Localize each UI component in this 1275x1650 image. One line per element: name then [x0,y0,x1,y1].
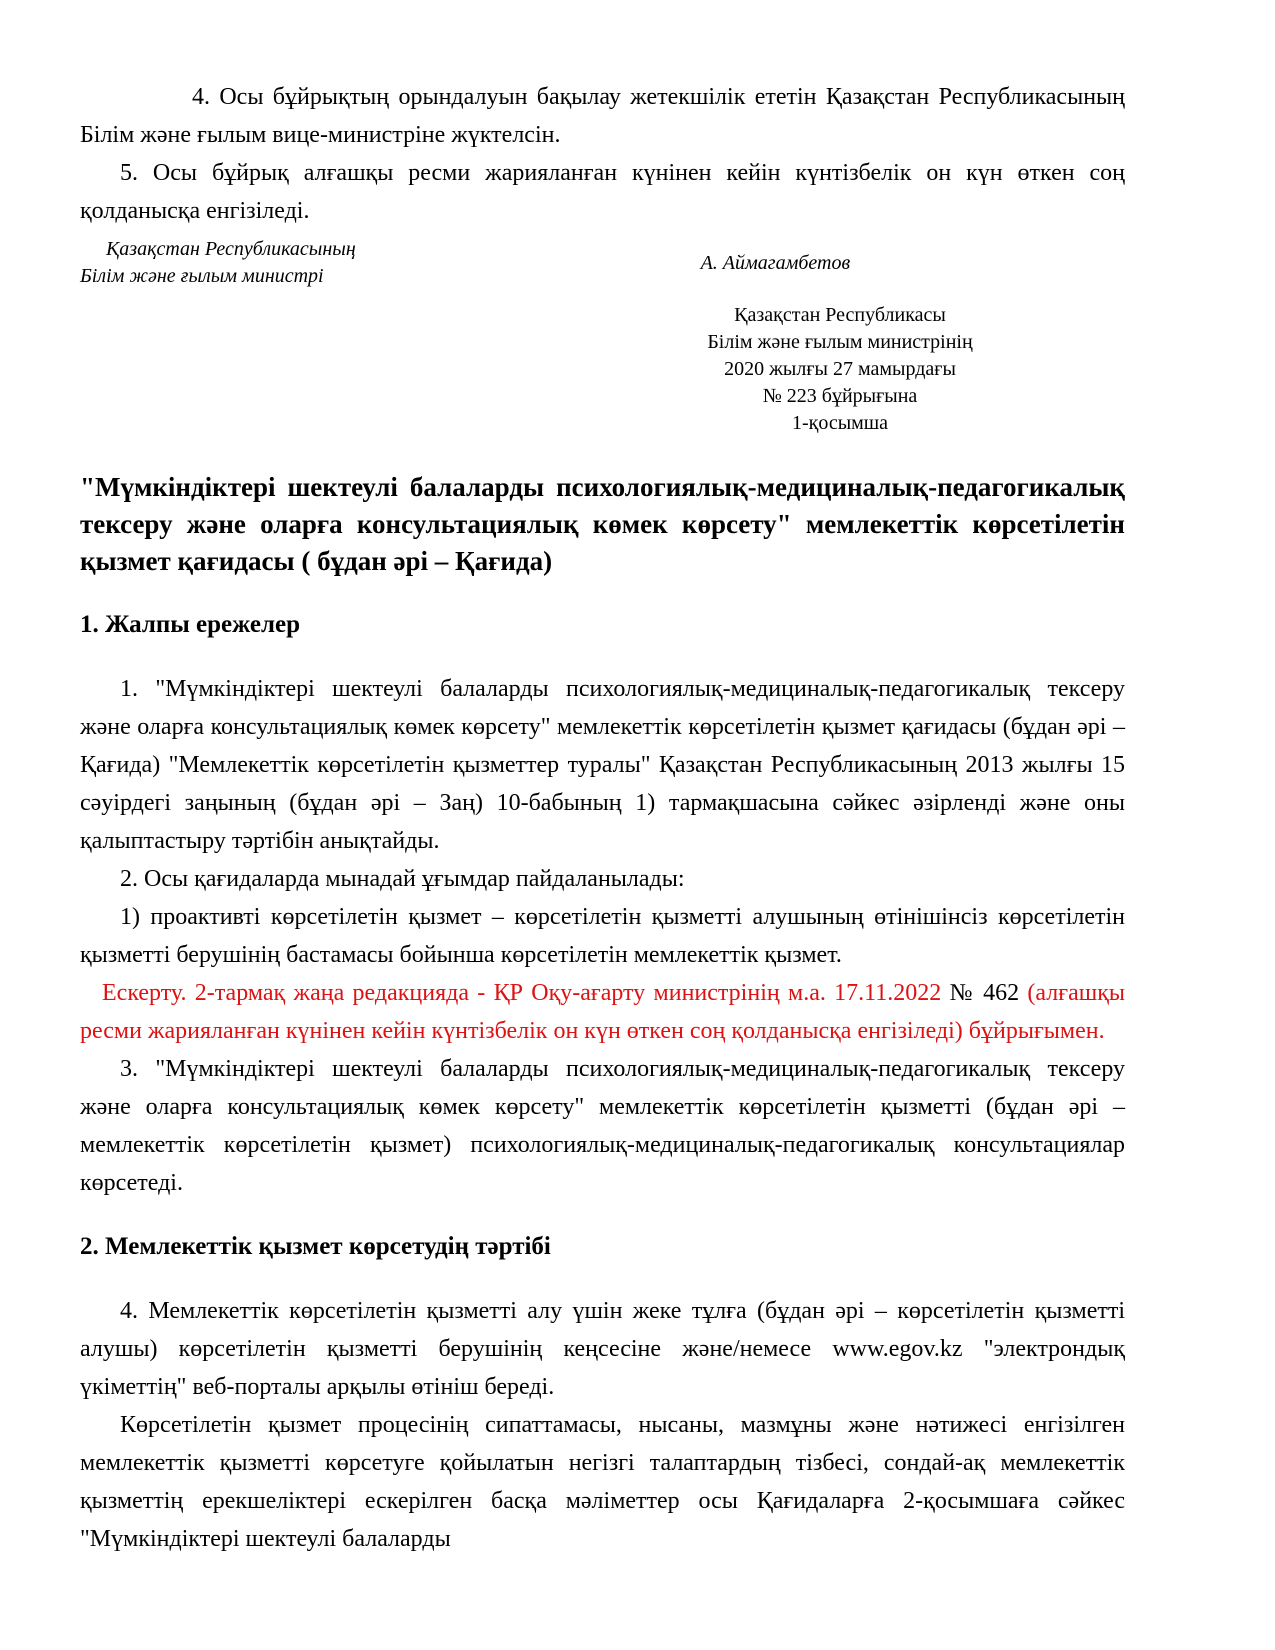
section-1-paragraph-2: 2. Осы қағидаларда мынадай ұғымдар пайдаланылады: [120,866,685,892]
section-1-subparagraph-1: 1) проактивті көрсетілетін қызмет – көрсетілетін қызметті алушының өтінішінсіз көрсетілетін қызметті берушінің бастамасы бойынша көрсетілетін мемлекеттік қызмет. [80,904,1125,968]
amendment-note-order-number: № 462 [949,980,1028,1006]
order-clause-5: 5. Осы бұйрық алғашқы ресми жарияланған күнінен кейін күнтізбелік он күн өткен соң қолданысқа енгізіледі. [80,160,1125,224]
section-1-paragraph-3: 3. "Мүмкіндіктері шектеулі балаларды психологиялық-медициналық-педагогикалық тексеру және оларға консультациялық көмек көрсету" мемлекеттік көрсетілетін қызметті (бұдан әрі – мемлекеттік көрсетілетін қызмет) психологиялық-медициналық-педагогикалық консультациялар көрсетеді. [80,1056,1125,1196]
amendment-note-red-part-2: (алғашқы ресми жарияланған күнінен кейін күнтізбелік он күн өткен соң қолданысқа енгізіледі) бұйрығымен. [80,980,1125,1044]
section-2-paragraph-4: 4. Мемлекеттік көрсетілетін қызметті алу үшін жеке тұлға (бұдан әрі – көрсетілетін қызметті алушы) көрсетілетін қызметті берушінің кеңсесіне және/немесе www.egov.kz "электрондық үкіметтің" веб-порталы арқылы өтініш береді. [80,1298,1125,1400]
signature-block [80,236,1125,290]
section-1-heading: 1. Жалпы ережелер [80,611,301,638]
appendix-line-order-number: № 223 бұйрығына [762,385,918,407]
amendment-note-red-part-1: Ескерту. 2-тармақ жаңа редакцияда - ҚР Оқу-ағарту министрінің м.а. 17.11.2022 [102,980,950,1006]
appendix-reference-block [660,302,1020,437]
signatory-name: А. Аймагамбетов [700,251,851,274]
rule-title: "Мүмкіндіктері шектеулі балаларды психологиялық-медициналық-педагогикалық тексеру және оларға консультациялық көмек көрсету" мемлекеттік көрсетілетін қызмет қағидасы ( бұдан әрі – Қағида) [80,472,1125,576]
section-2-paragraph-continuation: Көрсетілетін қызмет процесінің сипаттамасы, нысаны, мазмұны және нәтижесі енгізілген мемлекеттік қызметті көрсетуге қойылатын негізгі талаптардың тізбесі, сондай-ақ мемлекеттік қызметтің ерекшеліктері ескерілген басқа мәліметтер осы Қағидаларға 2-қосымшаға сәйкес "Мүмкіндіктері шектеулі балаларды [80,1412,1125,1552]
appendix-line-date: 2020 жылғы 27 мамырдағы [724,358,956,380]
signatory-title [80,236,356,290]
appendix-line-ministry: Білім және ғылым министрінің [707,331,973,353]
appendix-line-annex-number: 1-қосымша [791,412,889,434]
signatory-org-line-1: Қазақстан Республикасының [106,238,356,260]
appendix-line-country: Қазақстан Республикасы [734,304,946,326]
signatory-org-line-2: Білім және ғылым министрі [80,265,324,287]
amendment-note [80,974,1125,1050]
section-1-paragraph-1: 1. "Мүмкіндіктері шектеулі балаларды психологиялық-медициналық-педагогикалық тексеру және оларға консультациялық көмек көрсету" мемлекеттік көрсетілетін қызмет қағидасы (бұдан әрі – Қағида) "Мемлекеттік көрсетілетін қызметтер туралы" Қазақстан Республикасының 2013 жылғы 15 сәуірдегі заңының (бұдан әрі – Заң) 10-бабының 1) тармақшасына сәйкес әзірленді және оны қалыптастыру тәртібін анықтайды. [80,676,1125,854]
section-2-heading: 2. Мемлекеттік қызмет көрсетудің тәртібі [80,1233,551,1260]
order-clause-4: 4. Осы бұйрықтың орындалуын бақылау жетекшілік ететін Қазақстан Республикасының Білім және ғылым вице-министріне жүктелсін. [80,84,1125,148]
